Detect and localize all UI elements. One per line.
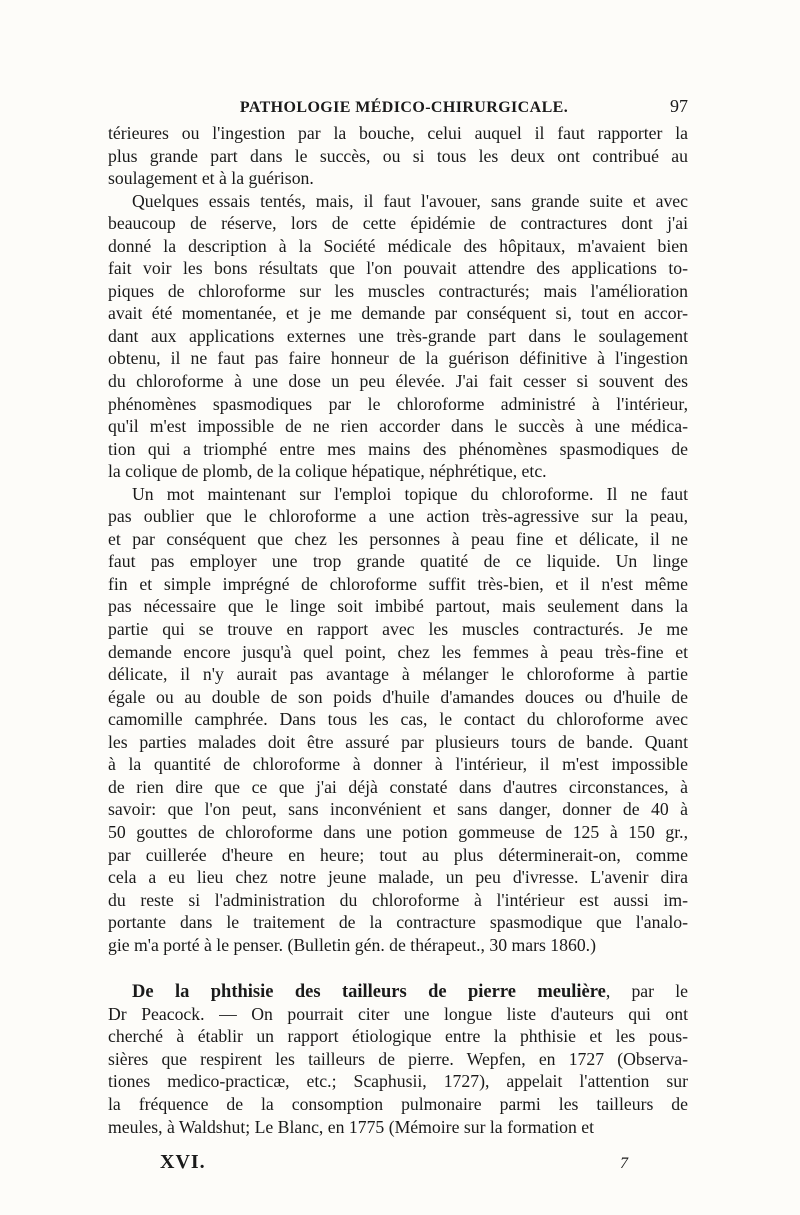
paragraph xyxy=(108,122,688,190)
text-line: Un mot maintenant sur l'emploi topique du chloroforme. Il ne faut xyxy=(132,483,688,504)
text-line: délicate, il n'y aurait pas avantage à mélanger le chloroforme à partie xyxy=(108,664,688,685)
paragraph xyxy=(108,190,688,483)
text-line: gie m'a porté à le penser. (Bulletin gén. de thérapeut., 30 mars 1860.) xyxy=(108,934,596,955)
text-line: plus grande part dans le succès, ou si tous les deux ont contribué au xyxy=(108,145,688,166)
text-line: Dr Peacock. — On pourrait citer une longue liste d'auteurs qui ont xyxy=(108,1003,688,1024)
text-line: soulagement et à la guérison. xyxy=(108,168,314,189)
text-line: savoir: que l'on peut, sans inconvénient et sans danger, donner de 40 à xyxy=(108,799,688,820)
body-text xyxy=(108,122,688,1138)
text-line: à la quantité de chloroforme à donner à l'intérieur, il m'est impossible xyxy=(108,754,688,775)
signature-mark: XVI. xyxy=(160,1151,206,1173)
text-line: avait été momentanée, et je me demande par conséquent si, tout en accor- xyxy=(108,303,688,324)
text-line: obtenu, il ne faut pas faire honneur de la guérison définitive à l'ingestion xyxy=(108,348,688,369)
text-line: phénomènes spasmodiques par le chloroforme administré à l'intérieur, xyxy=(108,393,688,414)
paragraph xyxy=(108,980,688,1138)
text-line: qu'il m'est impossible de ne rien accorder dans le succès à une médica- xyxy=(108,416,688,437)
text-line: tiones medico-practicæ, etc.; Scaphusii, 1727), appelait l'attention sur xyxy=(108,1071,688,1092)
text-line: pas nécessaire que le linge soit imbibé partout, mais seulement dans la xyxy=(108,596,688,617)
text-line: par cuillerée d'heure en heure; tout au plus déterminerait-on, comme xyxy=(108,844,688,865)
text-line: donné la description à la Société médicale des hôpitaux, m'avaient bien xyxy=(108,235,688,256)
text-line: et par conséquent que chez les personnes à peau fine et délicate, il ne xyxy=(108,528,688,549)
text-line: pas oublier que le chloroforme a une action très-agressive sur la peau, xyxy=(108,506,688,527)
paragraph xyxy=(108,483,688,956)
section-gap xyxy=(108,956,688,980)
text-line: demande encore jusqu'à quel point, chez les femmes à peau très-fine et xyxy=(108,641,688,662)
text-line: la colique de plomb, de la colique hépatique, néphrétique, etc. xyxy=(108,461,547,482)
text-line: du chloroforme à une dose un peu élevée. J'ai fait cesser si souvent des xyxy=(108,371,688,392)
text-line: beaucoup de réserve, lors de cette épidémie de contractures dont j'ai xyxy=(108,213,688,234)
text-line: de rien dire que ce que j'ai déjà constaté dans d'autres circonstances, à xyxy=(108,776,688,797)
text-line: térieures ou l'ingestion par la bouche, celui auquel il faut rapporter la xyxy=(108,123,688,143)
text-line: dant aux applications externes une très-grande part dans le soulagement xyxy=(108,325,688,346)
text-line: fait voir les bons résultats que l'on pouvait attendre des applications to- xyxy=(108,258,688,279)
text-line: tion qui a triomphé entre mes mains des phénomènes spasmodiques de xyxy=(108,438,688,459)
text-line: portante dans le traitement de la contracture spasmodique que l'analo- xyxy=(108,912,688,933)
text-line xyxy=(108,980,688,1003)
text-line: sières que respirent les tailleurs de pierre. Wepfen, en 1727 (Observa- xyxy=(108,1048,688,1069)
text-line: 50 gouttes de chloroforme dans une potion gommeuse de 125 à 150 gr., xyxy=(108,821,688,842)
running-title: PATHOLOGIE MÉDICO-CHIRURGICALE. xyxy=(239,99,569,116)
section-author: , par le xyxy=(605,981,688,1002)
text-line: meules, à Waldshut; Le Blanc, en 1775 (Mémoire sur la formation et xyxy=(108,1116,594,1137)
text-line: fin et simple imprégné de chloroforme suffit très-bien, et il n'est même xyxy=(108,573,688,594)
text-line: égale ou au double de son poids d'huile d'amandes douces ou d'huile de xyxy=(108,686,688,707)
text-line: camomille camphrée. Dans tous les cas, le contact du chloroforme avec xyxy=(108,709,688,730)
text-line: piques de chloroforme sur les muscles contracturés; mais l'amélioration xyxy=(108,280,688,301)
text-line: cherché à établir un rapport étiologique entre la phthisie et les pous- xyxy=(108,1026,688,1047)
text-line: faut pas employer une trop grande quatité de ce liquide. Un linge xyxy=(108,551,688,572)
text-line: Quelques essais tentés, mais, il faut l'avouer, sans grande suite et avec xyxy=(132,190,688,211)
page-number: 97 xyxy=(670,96,688,116)
text-line: du reste si l'administration du chloroforme à l'intérieur est aussi im- xyxy=(108,889,688,910)
text-line: les parties malades doit être assuré par plusieurs tours de bande. Quant xyxy=(108,731,688,752)
section-title: De la phthisie des tailleurs de pierre meulière xyxy=(132,982,606,1003)
text-line: la fréquence de la consomption pulmonaire parmi les tailleurs de xyxy=(108,1093,688,1114)
text-line: partie qui se trouve en rapport avec les muscles contracturés. Je me xyxy=(108,619,688,640)
page-header xyxy=(108,96,688,117)
sheet-number: 7 xyxy=(620,1155,628,1172)
page-footer xyxy=(160,1151,628,1174)
text-line: cela a eu lieu chez notre jeune malade, un peu d'ivresse. L'avenir dira xyxy=(108,867,688,888)
